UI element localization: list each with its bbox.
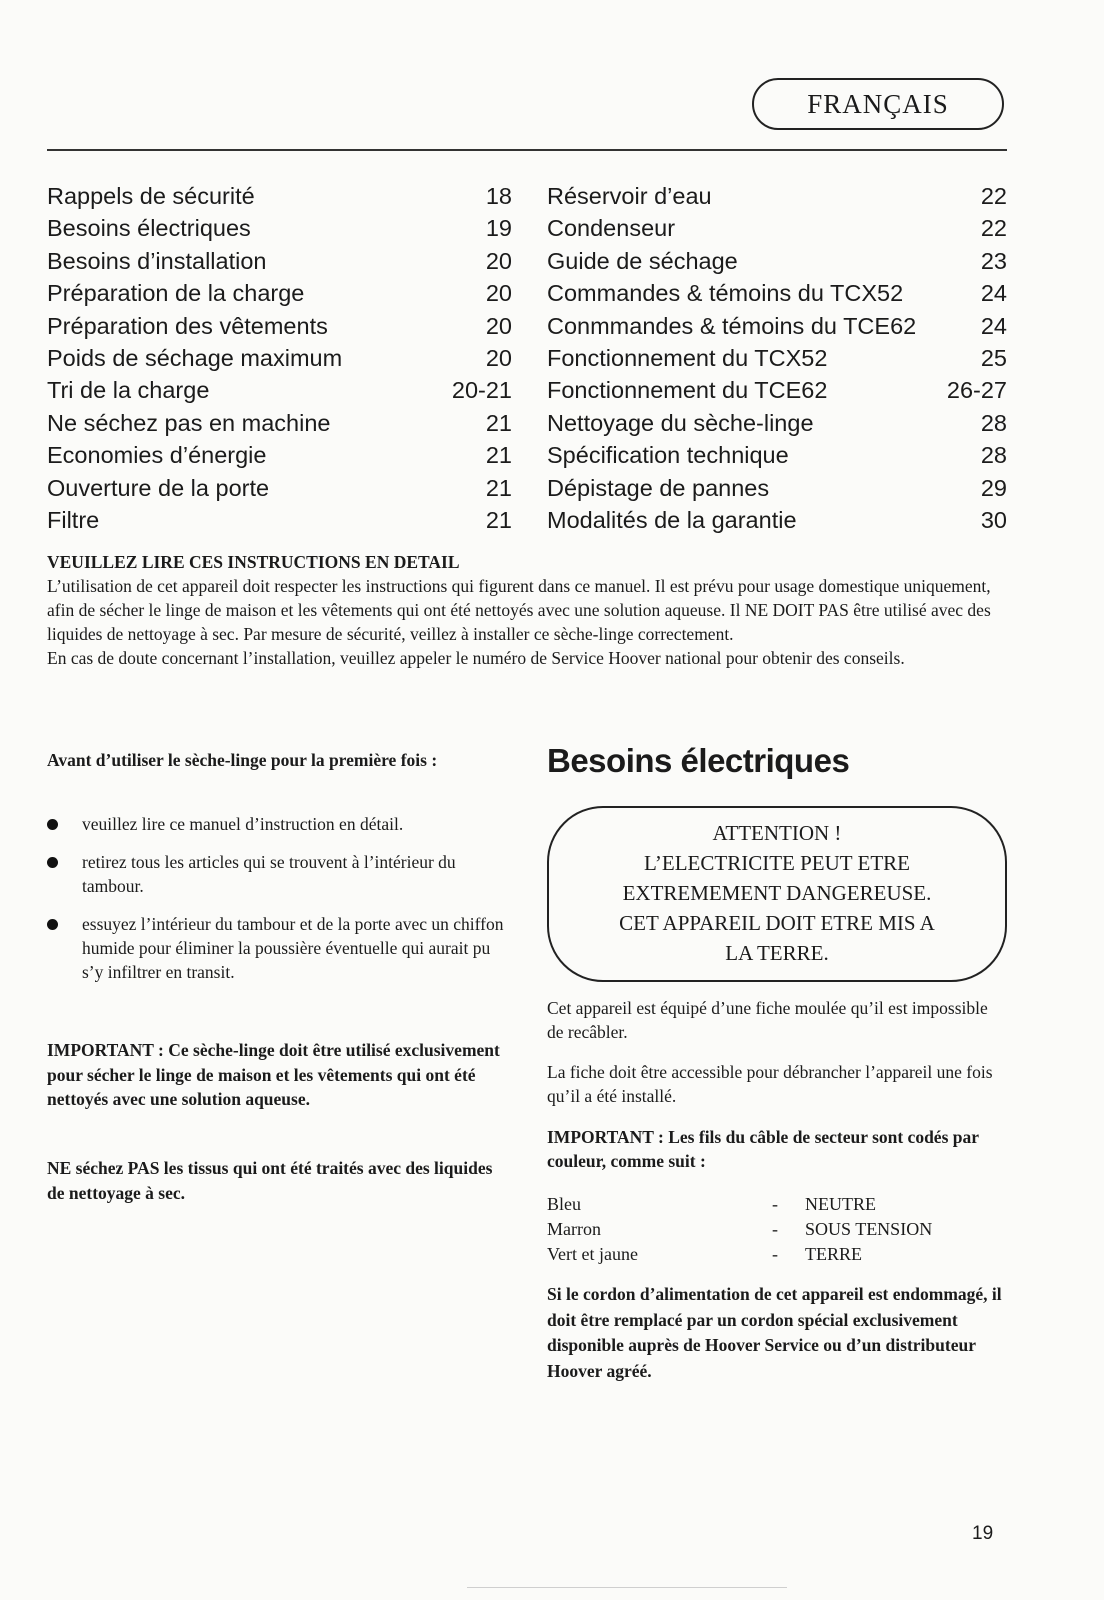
toc-page: 19 <box>485 215 512 242</box>
electricity-warning-box <box>547 806 1007 982</box>
bullet-icon <box>47 819 58 830</box>
toc-page: 21 <box>485 506 512 533</box>
list-item-text: retirez tous les articles qui se trouvent à l’intérieur du tambour. <box>82 852 456 896</box>
toc-entry[interactable] <box>547 245 1007 277</box>
toc-entry[interactable] <box>547 472 1007 504</box>
wire-color: Marron <box>547 1219 601 1239</box>
bullet-icon <box>47 919 58 930</box>
toc-entry[interactable] <box>547 342 1007 374</box>
wire-color-table <box>547 1192 1007 1267</box>
toc-page: 25 <box>980 344 1007 371</box>
toc-right <box>547 180 1007 536</box>
list-item <box>47 912 510 984</box>
toc-page: 28 <box>980 409 1007 436</box>
wire-dash: - <box>772 1219 778 1239</box>
toc-title: Guide de séchage <box>547 247 738 274</box>
toc-page: 24 <box>980 312 1007 339</box>
important-note-left: IMPORTANT : Ce sèche-linge doit être utilisé exclusivement pour sécher le linge de maison et les vêtements qui ont été nettoyés avec une solution aqueuse. <box>47 1040 500 1109</box>
table-row <box>547 1217 1007 1242</box>
toc-page: 23 <box>980 247 1007 274</box>
toc-title: Spécification technique <box>547 442 789 469</box>
toc-title: Fonctionnement du TCE62 <box>547 377 828 404</box>
table-row <box>547 1192 1007 1217</box>
wire-dash: - <box>772 1244 778 1264</box>
plug-text: Cet appareil est équipé d’une fiche moulée qu’il est impossible de recâbler. <box>547 998 988 1042</box>
toc-title: Commandes & témoins du TCX52 <box>547 280 904 307</box>
dry-cleaning-warning: NE séchez PAS les tissus qui ont été traités avec des liquides de nettoyage à sec. <box>47 1158 493 1203</box>
toc-entry[interactable] <box>47 472 512 504</box>
toc-entry[interactable] <box>47 310 512 342</box>
toc-page: 21 <box>485 474 512 501</box>
toc-title: Ne séchez pas en machine <box>47 409 331 436</box>
toc-page: 21 <box>485 442 512 469</box>
page-number: 19 <box>972 1523 994 1544</box>
intro-paragraph: L’utilisation de cet appareil doit respecter les instructions qui figurent dans ce manuel. Il est prévu pour usage domestique uniquement, afin de sécher le linge de maison et les vêtements qui ont été nettoyés avec une solution aqueuse. Il NE DOIT PAS être utilisé avec des liquides de nettoyage à sec. Par mesure de sécurité, veillez à installer ce sèche-linge correctement. <box>47 576 991 644</box>
toc-title: Nettoyage du sèche-linge <box>547 409 814 436</box>
toc-page: 22 <box>980 215 1007 242</box>
wire-color: Vert et jaune <box>547 1244 638 1264</box>
toc-entry[interactable] <box>47 439 512 471</box>
toc-page: 18 <box>485 183 512 209</box>
language-badge: FRANÇAIS <box>752 78 1004 130</box>
toc-entry[interactable] <box>47 407 512 439</box>
before-use-heading: Avant d’utiliser le sèche-linge pour la première fois : <box>47 750 438 770</box>
before-use-list <box>47 812 510 998</box>
toc-page: 20 <box>485 312 512 339</box>
bullet-icon <box>47 857 58 868</box>
toc-title: Economies d’énergie <box>47 442 267 469</box>
toc-page: 20 <box>485 247 512 274</box>
toc-left <box>47 180 512 536</box>
toc-title: Fonctionnement du TCX52 <box>547 344 828 371</box>
toc-entry[interactable] <box>547 374 1007 406</box>
list-item <box>47 850 510 898</box>
list-item-text: veuillez lire ce manuel d’instruction en détail. <box>82 814 404 834</box>
toc-title: Conmmandes & témoins du TCE62 <box>547 312 917 339</box>
toc-entry[interactable] <box>547 212 1007 244</box>
warning-line: CET APPAREIL DOIT ETRE MIS A <box>619 911 935 935</box>
toc-page: 20 <box>485 344 512 371</box>
footer-rule <box>467 1587 787 1588</box>
toc-page: 30 <box>980 506 1007 533</box>
access-text: La fiche doit être accessible pour débrancher l’appareil une fois qu’il a été installé. <box>547 1062 993 1106</box>
toc-entry[interactable] <box>47 277 512 309</box>
toc-entry[interactable] <box>47 342 512 374</box>
toc-title: Filtre <box>47 506 100 533</box>
toc-entry[interactable] <box>47 180 512 212</box>
warning-line: L’ELECTRICITE PEUT ETRE <box>644 851 910 875</box>
toc-title: Ouverture de la porte <box>47 474 270 501</box>
toc-entry[interactable] <box>47 245 512 277</box>
table-row <box>547 1242 1007 1267</box>
wire-dash: - <box>772 1194 778 1214</box>
toc-entry[interactable] <box>47 504 512 536</box>
toc-title: Tri de la charge <box>47 377 210 404</box>
toc-page: 29 <box>980 474 1007 501</box>
toc-title: Dépistage de pannes <box>547 474 770 501</box>
toc-entry[interactable] <box>547 277 1007 309</box>
warning-line: ATTENTION ! <box>712 821 842 845</box>
toc-entry[interactable] <box>47 212 512 244</box>
toc-page: 24 <box>980 280 1007 307</box>
wire-role: NEUTRE <box>805 1194 876 1214</box>
wire-color: Bleu <box>547 1194 581 1214</box>
toc-title: Rappels de sécurité <box>47 183 255 209</box>
toc-page: 28 <box>980 442 1007 469</box>
toc-entry[interactable] <box>547 180 1007 212</box>
section-title: Besoins électriques <box>547 742 850 779</box>
toc-page: 20-21 <box>451 377 512 404</box>
read-instructions-heading: VEUILLEZ LIRE CES INSTRUCTIONS EN DETAIL <box>47 552 460 572</box>
important-note-right: IMPORTANT : Les fils du câble de secteur sont codés par couleur, comme suit : <box>547 1127 979 1171</box>
cord-replacement-text: Si le cordon d’alimentation de cet appareil est endommagé, il doit être remplacé par un cordon spécial exclusivement disponible auprès de Hoover Service ou d’un distributeur Hoover agréé. <box>547 1284 1002 1381</box>
toc-page: 21 <box>485 409 512 436</box>
list-item-text: essuyez l’intérieur du tambour et de la porte avec un chiffon humide pour éliminer la poussière éventuelle qui aurait pu s’y infiltrer en transit. <box>82 914 504 982</box>
warning-line: EXTREMEMENT DANGEREUSE. <box>622 881 932 905</box>
toc-entry[interactable] <box>47 374 512 406</box>
toc-entry[interactable] <box>547 407 1007 439</box>
toc-entry[interactable] <box>547 310 1007 342</box>
toc-title: Préparation de la charge <box>47 280 305 307</box>
toc-title: Préparation des vêtements <box>47 312 328 339</box>
toc-title: Réservoir d’eau <box>547 183 712 209</box>
toc-entry[interactable] <box>547 504 1007 536</box>
list-item <box>47 812 510 836</box>
toc-page: 26-27 <box>946 377 1007 404</box>
intro-paragraph: En cas de doute concernant l’installation, veuillez appeler le numéro de Service Hoover national pour obtenir des conseils. <box>47 648 905 668</box>
wire-role: TERRE <box>805 1244 862 1264</box>
intro-text <box>47 574 1007 670</box>
toc-page: 20 <box>485 280 512 307</box>
toc-title: Besoins électriques <box>47 215 251 242</box>
toc-entry[interactable] <box>547 439 1007 471</box>
header-rule <box>47 149 1007 151</box>
toc-title: Modalités de la garantie <box>547 506 797 533</box>
toc-title: Poids de séchage maximum <box>47 344 343 371</box>
toc-title: Condenseur <box>547 215 676 242</box>
wire-role: SOUS TENSION <box>805 1219 933 1239</box>
toc-title: Besoins d’installation <box>47 247 267 274</box>
warning-line: LA TERRE. <box>725 941 829 965</box>
toc-page: 22 <box>980 183 1007 209</box>
